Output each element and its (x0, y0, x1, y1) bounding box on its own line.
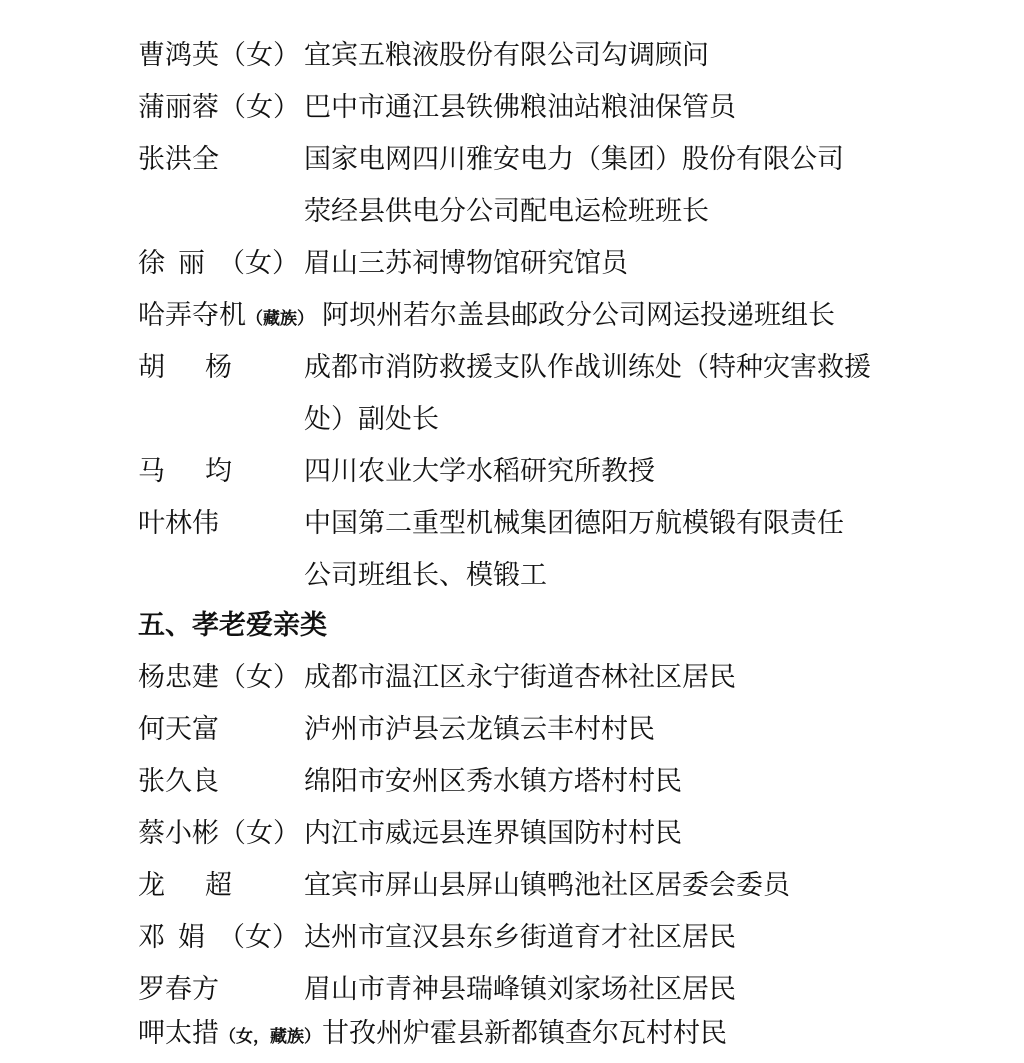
person-name (138, 912, 299, 964)
name-text: 呷太措 (138, 1018, 219, 1049)
section-heading: 五、孝老爱亲类 (138, 610, 327, 641)
person-description: 宜宾市屏山县屏山镇鸭池社区居委会委员 (304, 870, 790, 901)
person-name (138, 30, 300, 82)
person-description: 中国第二重型机械集团德阳万航模锻有限责任 (304, 508, 844, 539)
list-item (138, 290, 918, 342)
person-description: 达州市宣汉县东乡街道育才社区居民 (304, 922, 736, 953)
list-item (138, 30, 918, 82)
list-item (138, 652, 918, 704)
person-name: 龙超 (138, 870, 272, 901)
list-item (138, 704, 918, 756)
list-item-continuation (138, 186, 918, 238)
list-item (138, 912, 918, 964)
person-description: 巴中市通江县铁佛粮油站粮油保管员 (304, 92, 736, 123)
name-note: （女） (219, 818, 300, 849)
name-note: （女） (218, 248, 299, 279)
person-name: 何天富 (138, 714, 219, 745)
person-name: 张久良 (138, 766, 219, 797)
person-name: 罗春方 (138, 974, 219, 1005)
list-item-continuation (138, 394, 918, 446)
person-description: 眉山市青神县瑞峰镇刘家场社区居民 (304, 974, 736, 1005)
person-name (138, 808, 300, 860)
name-note: （女，藏族） (219, 1027, 321, 1047)
name-text: 杨忠建 (138, 662, 219, 693)
person-name: 张洪全 (138, 144, 219, 175)
person-name (138, 82, 300, 134)
name-text: 徐丽 (138, 248, 218, 279)
name-text: 哈弄夺机 (138, 300, 246, 331)
person-description: 内江市威远县连界镇国防村村民 (304, 818, 682, 849)
name-text: 蒲丽蓉 (138, 92, 219, 123)
person-description: 阿坝州若尔盖县邮政分公司网运投递班组长 (322, 300, 835, 331)
name-note: （女） (219, 40, 300, 71)
name-note: （女） (219, 92, 300, 123)
person-name (138, 290, 314, 345)
list-item (138, 82, 918, 134)
list-item (138, 808, 918, 860)
person-description: 四川农业大学水稻研究所教授 (304, 456, 655, 487)
name-note: （女） (218, 922, 299, 953)
list-item (138, 342, 918, 394)
person-description: 国家电网四川雅安电力（集团）股份有限公司 (304, 144, 844, 175)
name-note: （藏族） (246, 309, 314, 329)
person-description-line-2: 荥经县供电分公司配电运检班班长 (304, 196, 709, 227)
person-name (138, 652, 300, 704)
name-text: 邓娟 (138, 922, 218, 953)
list-item (138, 860, 918, 912)
list-item (138, 1008, 918, 1060)
person-description-line-2: 公司班组长、模锻工 (304, 560, 547, 591)
list-item (138, 238, 918, 290)
list-item (138, 498, 918, 550)
person-name (138, 1008, 321, 1063)
name-text: 曹鸿英 (138, 40, 219, 71)
person-description: 泸州市泸县云龙镇云丰村村民 (304, 714, 655, 745)
name-note: （女） (219, 662, 300, 693)
person-description: 宜宾五粮液股份有限公司勾调顾问 (304, 40, 709, 71)
person-description: 甘孜州炉霍县新都镇查尔瓦村村民 (322, 1018, 727, 1049)
list-item (138, 446, 918, 498)
person-name: 马均 (138, 456, 272, 487)
person-description: 成都市消防救援支队作战训练处（特种灾害救援 (304, 352, 871, 383)
person-description: 成都市温江区永宁街道杏林社区居民 (304, 662, 736, 693)
list-item-continuation (138, 550, 918, 602)
list-item (138, 756, 918, 808)
person-description-line-2: 处）副处长 (304, 404, 439, 435)
list-item (138, 134, 918, 186)
person-name (138, 238, 299, 290)
person-name: 胡杨 (138, 352, 272, 383)
name-text: 蔡小彬 (138, 818, 219, 849)
person-description: 绵阳市安州区秀水镇方塔村村民 (304, 766, 682, 797)
person-name: 叶林伟 (138, 508, 219, 539)
person-description: 眉山三苏祠博物馆研究馆员 (304, 248, 628, 279)
